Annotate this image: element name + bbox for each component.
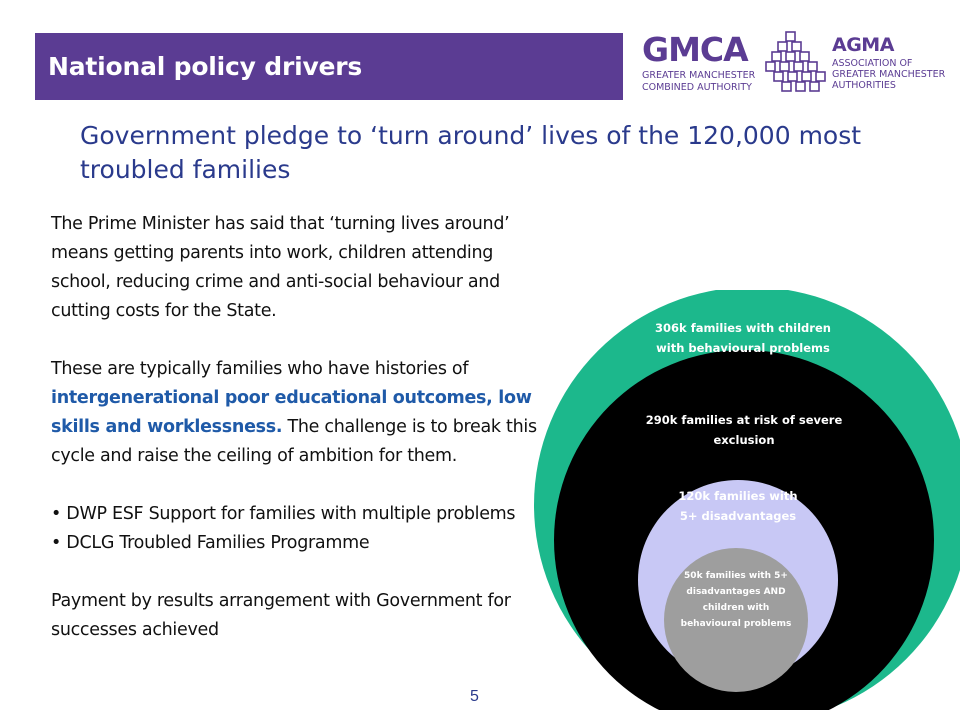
ring-290k-label-line-2: exclusion	[713, 433, 775, 447]
slide-title: National policy drivers	[48, 52, 363, 81]
agma-cubes-icon	[762, 30, 828, 92]
ring-50k-label-line-2: disadvantages AND	[686, 587, 786, 597]
agma-logo-subtitle	[832, 58, 945, 91]
ring-120k-label-line-2: 5+ disadvantages	[679, 509, 797, 523]
gmca-logo-name: GMCA	[642, 30, 748, 69]
page-number: 5	[470, 688, 479, 705]
gmca-line-1: GREATER MANCHESTER	[642, 70, 756, 81]
para2-text-after: The challenge is to break this cycle and raise the ceiling of ambition for them.	[51, 417, 537, 466]
paragraph-pm-statement: The Prime Minister has said that ‘turning lives around’ means getting parents into work, children attending school, reducing crime and anti-social behaviour and cutting costs for the State.	[51, 214, 510, 321]
logos	[640, 30, 960, 98]
bullet-item: • DWP ESF Support for families with multiple problems	[51, 504, 516, 524]
para2-text-before: These are typically families who have histories of	[51, 359, 469, 379]
agma-line-1: ASSOCIATION OF	[832, 58, 913, 69]
para2-highlight: intergenerational poor educational outcomes, low skills and worklessness.	[51, 388, 532, 437]
ring-306k-label-line-1: 306k families with children	[655, 321, 831, 335]
ring-306k-label-line-2: with behavioural problems	[656, 341, 830, 355]
agma-line-3: AUTHORITIES	[832, 80, 896, 91]
ring-290k-label-line-1: 290k families at risk of severe	[645, 413, 843, 427]
headline: Government pledge to ‘turn around’ lives of the 120,000 most troubled families	[80, 121, 862, 184]
nested-circles-diagram	[528, 290, 960, 710]
agma-logo-name: AGMA	[832, 34, 894, 56]
paragraph-families-histories	[51, 355, 556, 471]
body-text	[51, 210, 556, 645]
agma-line-2: GREATER MANCHESTER	[832, 69, 946, 80]
ring-50k-label-line-3: children with	[702, 603, 770, 613]
bullet-item: • DCLG Troubled Families Programme	[51, 533, 370, 553]
ring-120k-label-line-1: 120k families with	[678, 489, 798, 503]
title-bar	[35, 33, 623, 100]
ring-50k-label-line-1: 50k families with 5+	[684, 571, 788, 581]
gmca-logo-subtitle	[642, 70, 755, 94]
ring-50k-label-line-4: behavioural problems	[680, 619, 792, 629]
gmca-line-2: COMBINED AUTHORITY	[642, 82, 752, 93]
paragraph-payment-by-results: Payment by results arrangement with Government for successes achieved	[51, 591, 511, 640]
